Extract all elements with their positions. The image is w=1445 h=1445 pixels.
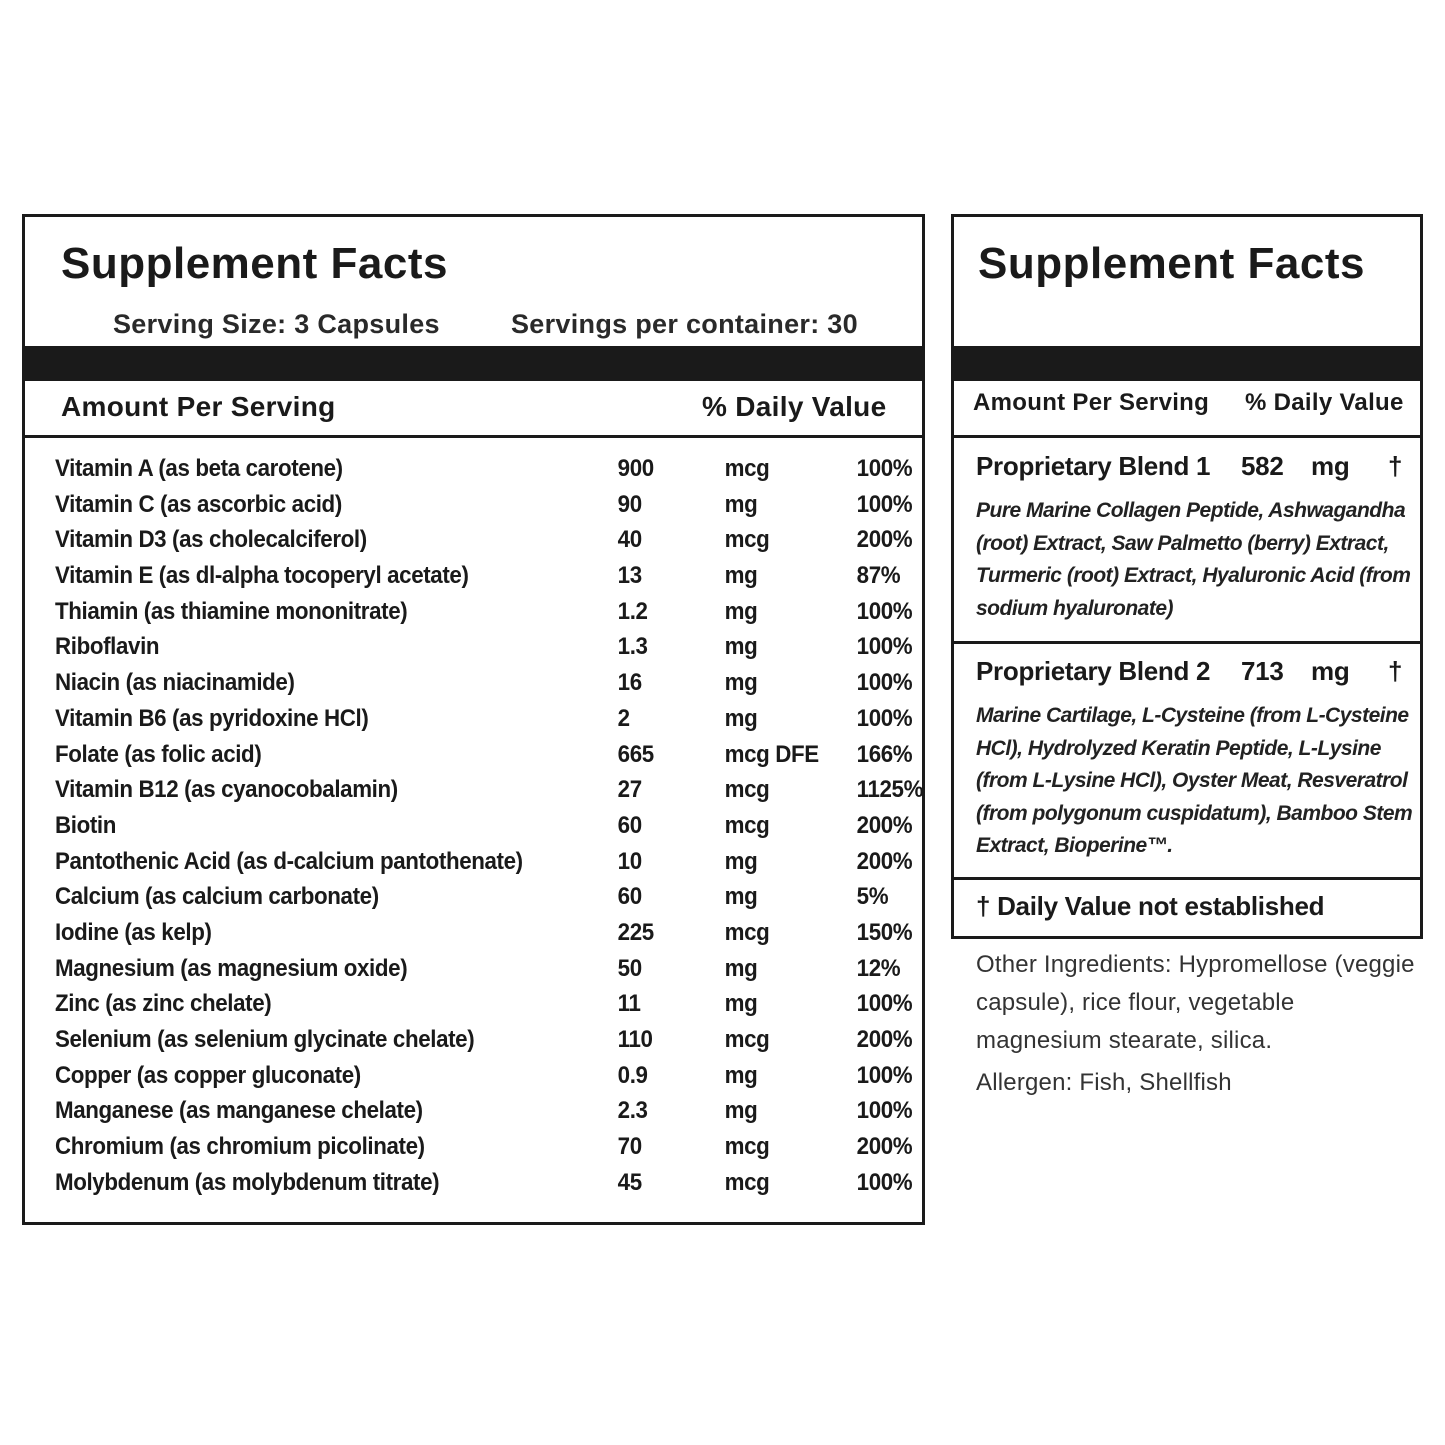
allergen-statement: Allergen: Fish, Shellfish: [976, 1069, 1232, 1096]
nutrient-daily-value: 200%: [856, 1026, 913, 1053]
nutrient-name: Vitamin B12 (as cyanocobalamin): [55, 776, 398, 804]
nutrient-amount: 2: [617, 704, 630, 732]
nutrient-unit: mcg: [724, 1168, 770, 1196]
blend-divider: [954, 641, 1420, 644]
nutrient-amount: 0.9: [617, 1061, 648, 1089]
nutrient-name: Pantothenic Acid (as d-calcium pantothenate): [55, 847, 523, 875]
blend-name: Proprietary Blend 2: [976, 656, 1211, 686]
nutrient-amount: 45: [617, 1168, 642, 1196]
nutrient-amount: 90: [617, 490, 642, 518]
nutrient-row: [55, 740, 913, 777]
nutrient-daily-value: 100%: [856, 704, 913, 732]
nutrient-name: Thiamin (as thiamine mononitrate): [55, 597, 408, 625]
nutrient-name: Selenium (as selenium glycinate chelate): [55, 1026, 475, 1053]
nutrient-amount: 2.3: [617, 1097, 648, 1125]
nutrient-amount: 50: [617, 954, 642, 982]
nutrient-daily-value: 200%: [856, 811, 913, 839]
nutrient-unit: mg: [724, 597, 758, 625]
nutrient-unit: mg: [724, 990, 758, 1018]
nutrient-name: Biotin: [55, 811, 117, 839]
nutrient-daily-value: 200%: [856, 847, 913, 875]
nutrient-daily-value: 200%: [856, 526, 913, 554]
nutrient-unit: mcg: [724, 811, 770, 839]
nutrient-amount: 1.3: [617, 633, 648, 661]
nutrient-name: Vitamin B6 (as pyridoxine HCl): [55, 704, 369, 732]
amount-per-serving-header: Amount Per Serving: [61, 391, 336, 422]
nutrient-row: [55, 811, 913, 848]
nutrient-row: [55, 704, 913, 741]
nutrient-unit: mcg DFE: [724, 740, 819, 768]
nutrient-unit: mg: [724, 562, 758, 590]
nutrient-row: [55, 990, 913, 1026]
nutrient-daily-value: 1125%: [856, 776, 924, 804]
blend-unit: mg: [1311, 656, 1350, 686]
proprietary-blend-2: [976, 656, 1416, 863]
nutrient-row: [55, 455, 913, 491]
nutrient-name: Vitamin D3 (as cholecalciferol): [55, 526, 367, 554]
nutrient-unit: mg: [724, 883, 758, 911]
nutrient-daily-value: 200%: [856, 1133, 913, 1161]
nutrient-unit: mg: [724, 490, 758, 518]
nutrient-daily-value: 100%: [856, 490, 913, 518]
nutrient-amount: 665: [617, 740, 654, 768]
nutrient-row: [55, 883, 889, 919]
panel-title: Supplement Facts: [978, 239, 1365, 288]
nutrient-daily-value: 100%: [856, 1097, 913, 1125]
servings-per-container: Servings per container: 30: [511, 309, 858, 339]
nutrient-name: Zinc (as zinc chelate): [55, 990, 272, 1018]
nutrient-row: [55, 776, 924, 812]
blend-ingredients: Marine Cartilage, L-Cysteine (from L-Cysteine HCl), Hydrolyzed Keratin Peptide, L-Lysine (from L-Lysine HCl), Oyster Meat, Resveratrol (from polygonum cuspidatum), Bamboo Stem Extract, Bioperine™.: [976, 704, 1413, 857]
nutrient-row: [55, 1026, 913, 1062]
daily-value-footnote: † Daily Value not established: [976, 891, 1325, 921]
nutrient-daily-value: 100%: [856, 633, 913, 661]
nutrient-unit: mg: [724, 704, 758, 732]
proprietary-blend-1: [976, 451, 1416, 625]
thick-divider: [954, 346, 1420, 381]
other-ingredients: Other Ingredients: Hypromellose (veggie capsule), rice flour, vegetable magnesium stearate, silica.: [976, 951, 1415, 1054]
nutrient-unit: mg: [724, 847, 758, 875]
nutrient-amount: 70: [617, 1133, 642, 1161]
nutrient-daily-value: 100%: [856, 597, 913, 625]
nutrient-name: Calcium (as calcium carbonate): [55, 883, 379, 911]
nutrient-daily-value: 87%: [856, 562, 901, 590]
nutrient-unit: mcg: [724, 526, 770, 554]
dagger-symbol: †: [1388, 451, 1403, 481]
nutrient-unit: mcg: [724, 1133, 770, 1161]
nutrient-amount: 10: [617, 847, 642, 875]
nutrient-row: [55, 562, 901, 598]
nutrient-name: Vitamin A (as beta carotene): [55, 455, 343, 482]
nutrient-amount: 11: [617, 990, 641, 1018]
nutrient-amount: 16: [617, 669, 642, 697]
nutrient-name: Riboflavin: [55, 633, 160, 661]
nutrient-row: [55, 918, 913, 955]
nutrient-daily-value: 166%: [856, 740, 913, 768]
supplement-facts-panel-right: [951, 214, 1423, 939]
nutrient-row: [55, 847, 913, 884]
nutrient-amount: 225: [617, 918, 654, 946]
nutrient-name: Chromium (as chromium picolinate): [55, 1133, 425, 1161]
nutrient-unit: mcg: [724, 1026, 770, 1053]
nutrient-unit: mg: [724, 954, 758, 982]
nutrient-row: [55, 1133, 913, 1169]
nutrient-amount: 1.2: [617, 597, 648, 625]
blend-unit: mg: [1311, 451, 1350, 481]
nutrient-daily-value: 100%: [856, 1168, 913, 1196]
supplement-facts-panel-left: [22, 214, 925, 1225]
nutrient-amount: 60: [617, 883, 642, 911]
blend-amount: 713: [1241, 656, 1284, 686]
nutrient-row: [55, 954, 901, 991]
nutrient-row: [55, 1061, 913, 1098]
nutrient-name: Vitamin C (as ascorbic acid): [55, 490, 342, 518]
nutrient-amount: 900: [617, 455, 654, 482]
nutrient-name: Vitamin E (as dl-alpha tocoperyl acetate): [55, 562, 469, 590]
nutrient-name: Niacin (as niacinamide): [55, 669, 295, 697]
nutrient-unit: mg: [724, 633, 758, 661]
nutrient-daily-value: 100%: [856, 669, 913, 697]
nutrient-row: [55, 1168, 913, 1205]
nutrient-daily-value: 150%: [856, 918, 913, 946]
nutrient-amount: 40: [617, 526, 642, 554]
blend-amount: 582: [1241, 451, 1284, 481]
nutrient-unit: mg: [724, 1097, 758, 1125]
nutrient-unit: mcg: [724, 776, 770, 804]
dagger-symbol: †: [1388, 656, 1403, 686]
nutrient-row: [55, 490, 913, 527]
nutrient-amount: 13: [617, 562, 642, 590]
nutrient-daily-value: 5%: [856, 883, 889, 911]
nutrient-row: [55, 526, 913, 562]
nutrient-list: [55, 455, 924, 1204]
nutrient-unit: mg: [724, 669, 758, 697]
footnote-divider: [954, 877, 1420, 880]
nutrient-name: Iodine (as kelp): [55, 918, 212, 946]
nutrient-name: Magnesium (as magnesium oxide): [55, 954, 408, 982]
nutrient-name: Folate (as folic acid): [55, 740, 262, 768]
nutrient-daily-value: 100%: [856, 1061, 913, 1089]
nutrient-amount: 60: [617, 811, 642, 839]
daily-value-header: % Daily Value: [702, 391, 887, 422]
nutrient-daily-value: 100%: [856, 990, 913, 1018]
nutrient-daily-value: 12%: [856, 954, 901, 982]
nutrient-unit: mg: [724, 1061, 758, 1089]
amount-per-serving-header: Amount Per Serving: [973, 389, 1210, 416]
serving-size: Serving Size: 3 Capsules: [113, 309, 440, 339]
nutrient-row: [55, 597, 913, 634]
blend-ingredients: Pure Marine Collagen Peptide, Ashwagandha (root) Extract, Saw Palmetto (berry) Extract, Turmeric (root) Extract, Hyaluronic Acid (from sodium hyaluronate): [976, 499, 1411, 620]
header-divider: [25, 435, 922, 438]
nutrient-unit: mcg: [724, 918, 770, 946]
nutrient-daily-value: 100%: [856, 455, 913, 482]
nutrient-name: Manganese (as manganese chelate): [55, 1097, 423, 1125]
nutrient-row: [55, 1097, 913, 1133]
nutrient-amount: 27: [617, 776, 642, 804]
header-divider: [954, 435, 1420, 438]
daily-value-header: % Daily Value: [1245, 389, 1404, 416]
nutrient-name: Molybdenum (as molybdenum titrate): [55, 1168, 440, 1196]
nutrient-row: [55, 633, 913, 669]
nutrient-row: [55, 669, 913, 705]
panel-title: Supplement Facts: [61, 239, 448, 288]
thick-divider: [25, 346, 922, 381]
nutrient-amount: 110: [617, 1026, 653, 1053]
nutrient-unit: mcg: [724, 455, 770, 482]
nutrient-name: Copper (as copper gluconate): [55, 1061, 361, 1089]
blend-name: Proprietary Blend 1: [976, 451, 1211, 481]
